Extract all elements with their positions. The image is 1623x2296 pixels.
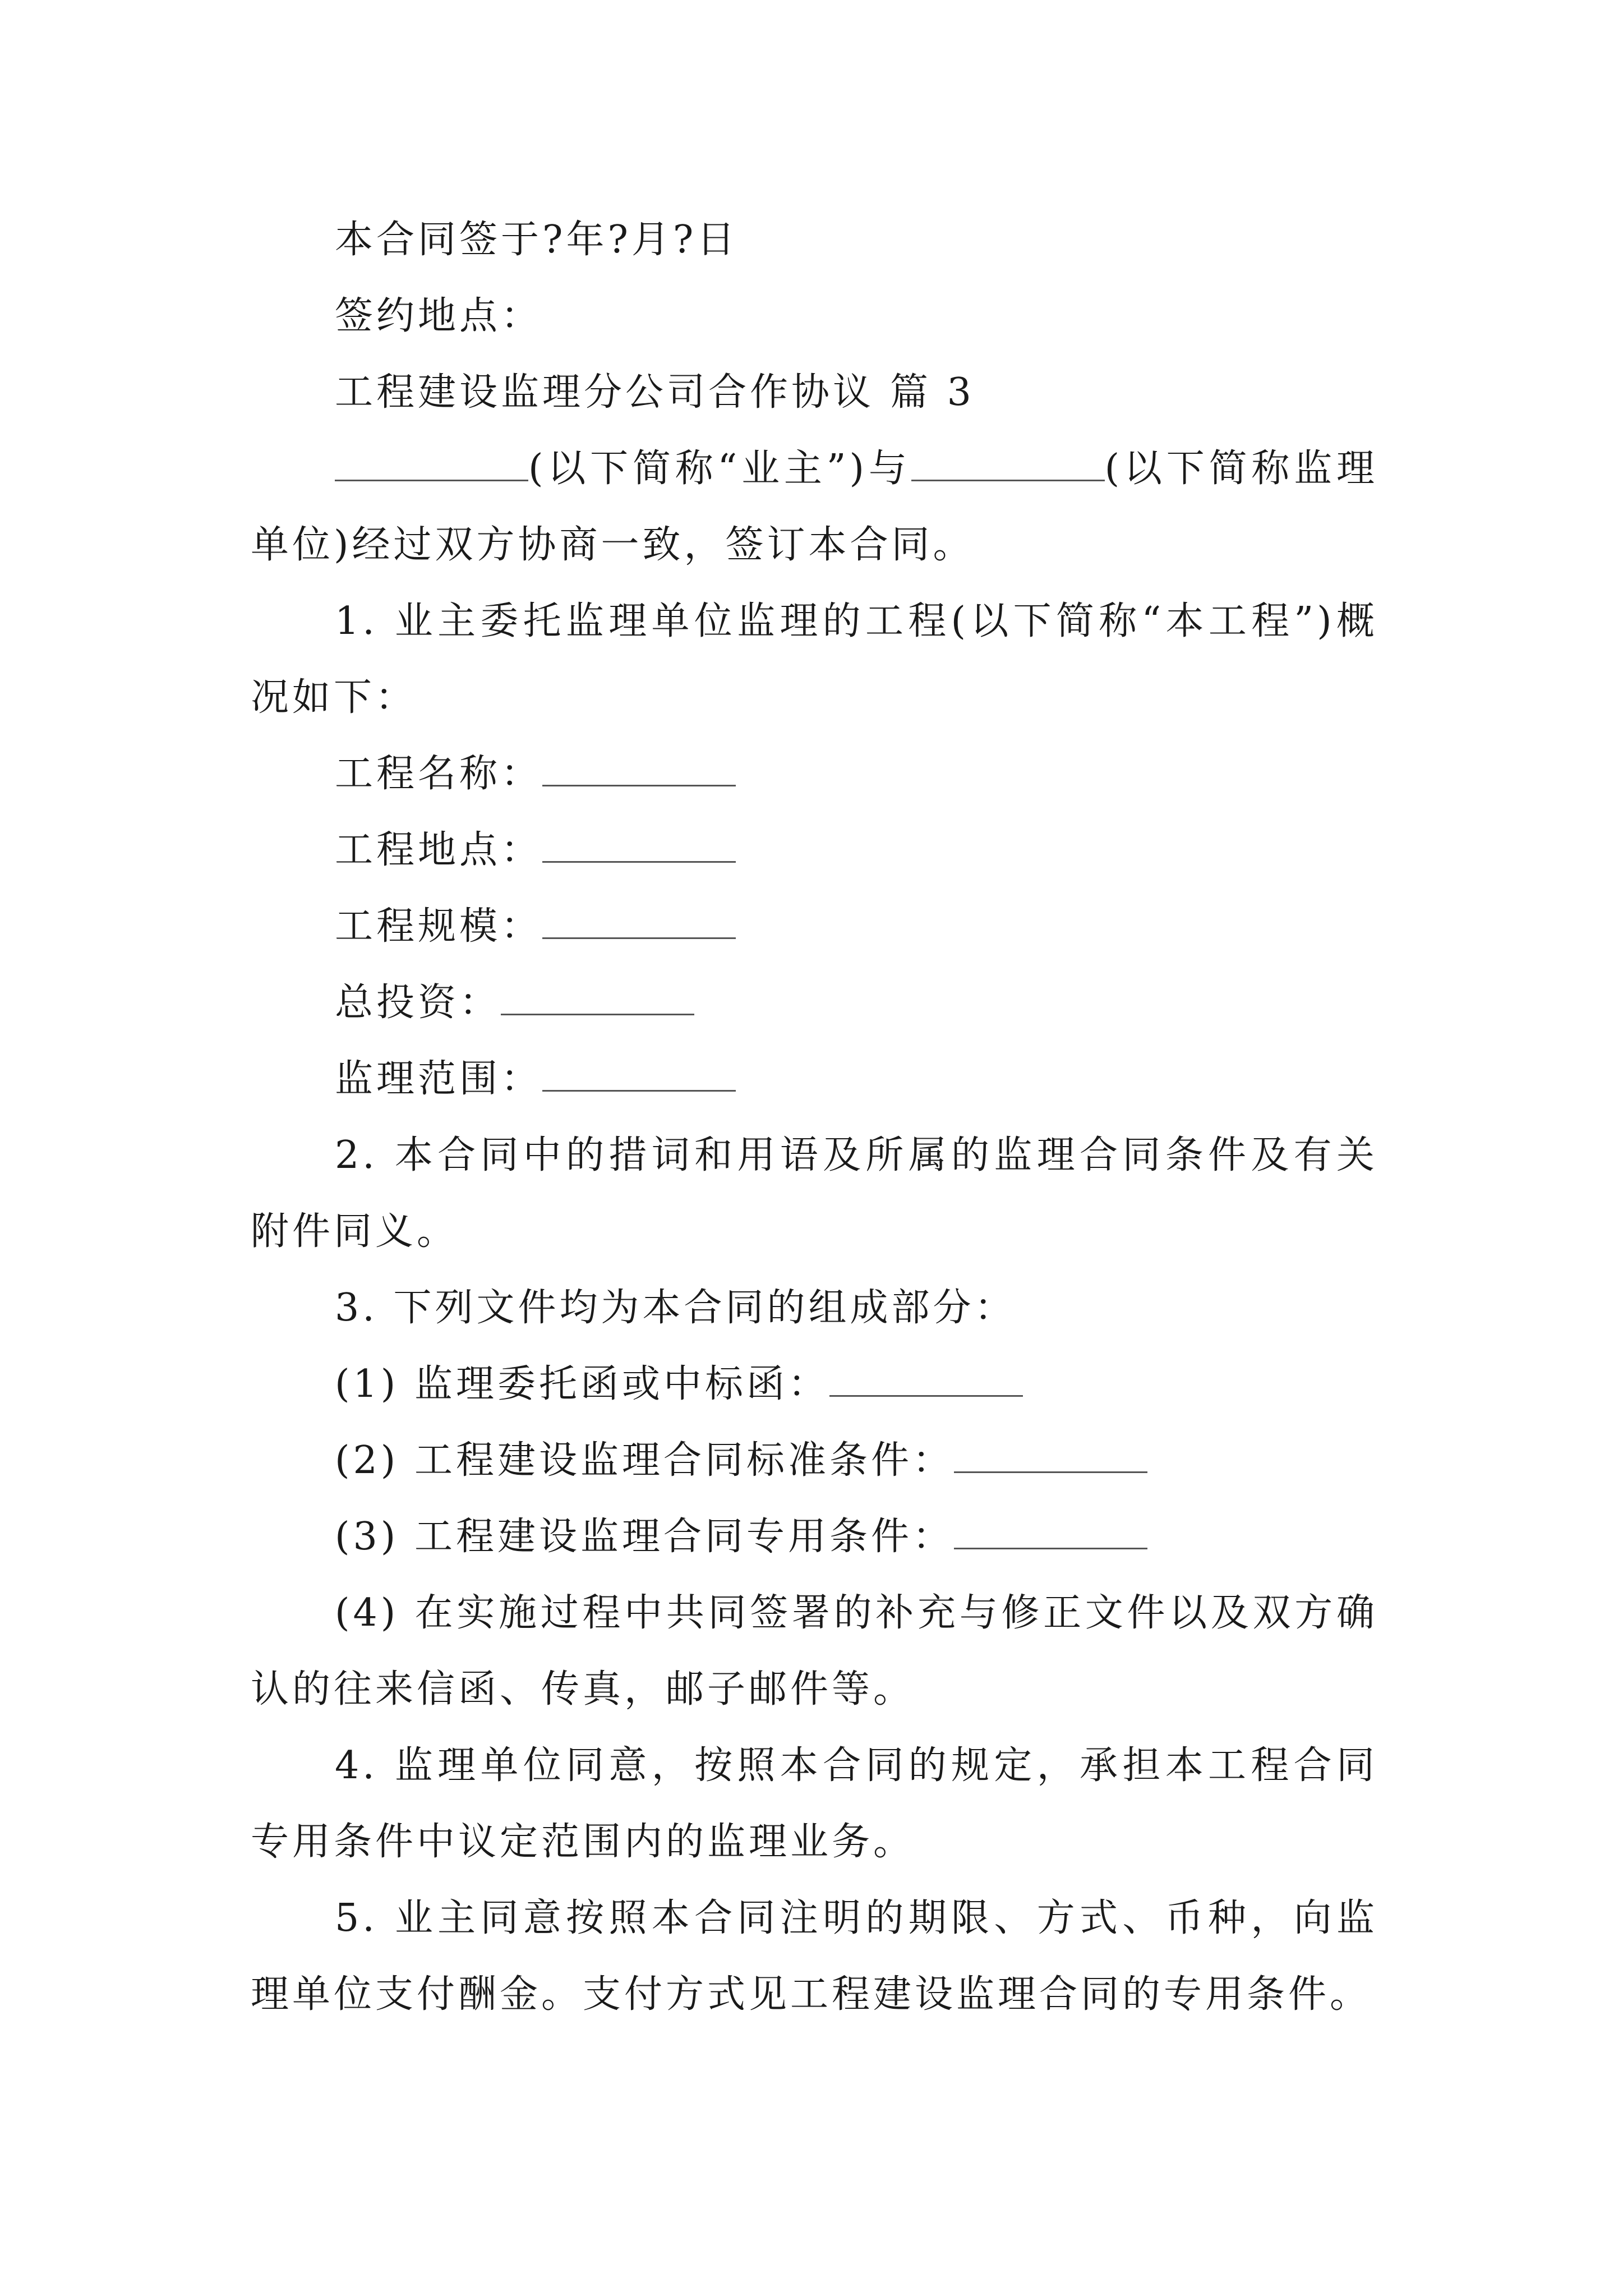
contract-doc-2-blank [954,1425,1147,1473]
project-scale-blank [542,891,736,939]
contract-doc-2-label: (2) 工程建设监理合同标准条件： [335,1438,954,1483]
total-investment-label: 总投资： [335,981,501,1025]
project-location-field [251,812,1378,889]
contract-doc-1-blank [829,1349,1023,1397]
contract-doc-3-label: (3) 工程建设监理合同专用条件： [335,1515,954,1559]
section-heading [251,355,1378,431]
supervision-scope-label: 监理范围： [335,1057,543,1101]
item-5-paragraph: 5. 业主同意按照本合同注明的期限、方式、币种，向监理单位支付酬金。支付方式见工程建设监理合同的专用条件。 [251,1896,1378,2017]
contract-doc-1-field [251,1346,1378,1423]
intro-text-part2: (以下简称监理单位)经过双方协商一致，签订本合同。 [251,447,1378,567]
supervisor-name-blank [911,434,1105,481]
project-name-blank [542,739,736,786]
intro-text-part1: (以下简称“业主”)与 [528,447,911,491]
section-number: 篇 3 [890,370,975,415]
project-scale-label: 工程规模： [335,904,543,949]
document-body [251,202,1378,2033]
signing-place-line: 签约地点： [335,294,543,338]
contract-doc-3-field [251,1499,1378,1575]
total-investment-blank [501,968,694,1015]
contract-doc-4-paragraph: (4) 在实施过程中共同签署的补充与修正文件以及双方确认的往来信函、传真，邮子邮件等。 [251,1591,1378,1711]
section-title: 工程建设监理分公司合作协议 [335,370,875,415]
total-investment-field [251,965,1378,1041]
item-3-line: 3. 下列文件均为本合同的组成部分： [335,1286,1016,1330]
project-location-blank [542,815,736,863]
supervision-scope-blank [542,1044,736,1092]
contract-doc-1-label: (1) 监理委托函或中标函： [335,1362,829,1406]
project-name-label: 工程名称： [335,752,543,796]
supervision-scope-field [251,1041,1378,1117]
owner-name-blank [335,434,528,481]
item-2-paragraph: 2. 本合同中的措词和用语及所属的监理合同条件及有关附件同义。 [251,1133,1378,1254]
project-location-label: 工程地点： [335,828,543,872]
signed-date-line: 本合同签于?年?月?日 [335,218,739,262]
contract-doc-2-field [251,1423,1378,1499]
item-4-paragraph: 4. 监理单位同意，按照本合同的规定，承担本工程合同专用条件中议定范围内的监理业务。 [251,1743,1378,1864]
intro-paragraph [251,431,1378,583]
contract-doc-3-blank [954,1502,1147,1549]
project-scale-field [251,889,1378,965]
project-name-field [251,736,1378,812]
item-1-paragraph: 1. 业主委托监理单位监理的工程(以下简称“本工程”)概况如下： [251,599,1378,720]
